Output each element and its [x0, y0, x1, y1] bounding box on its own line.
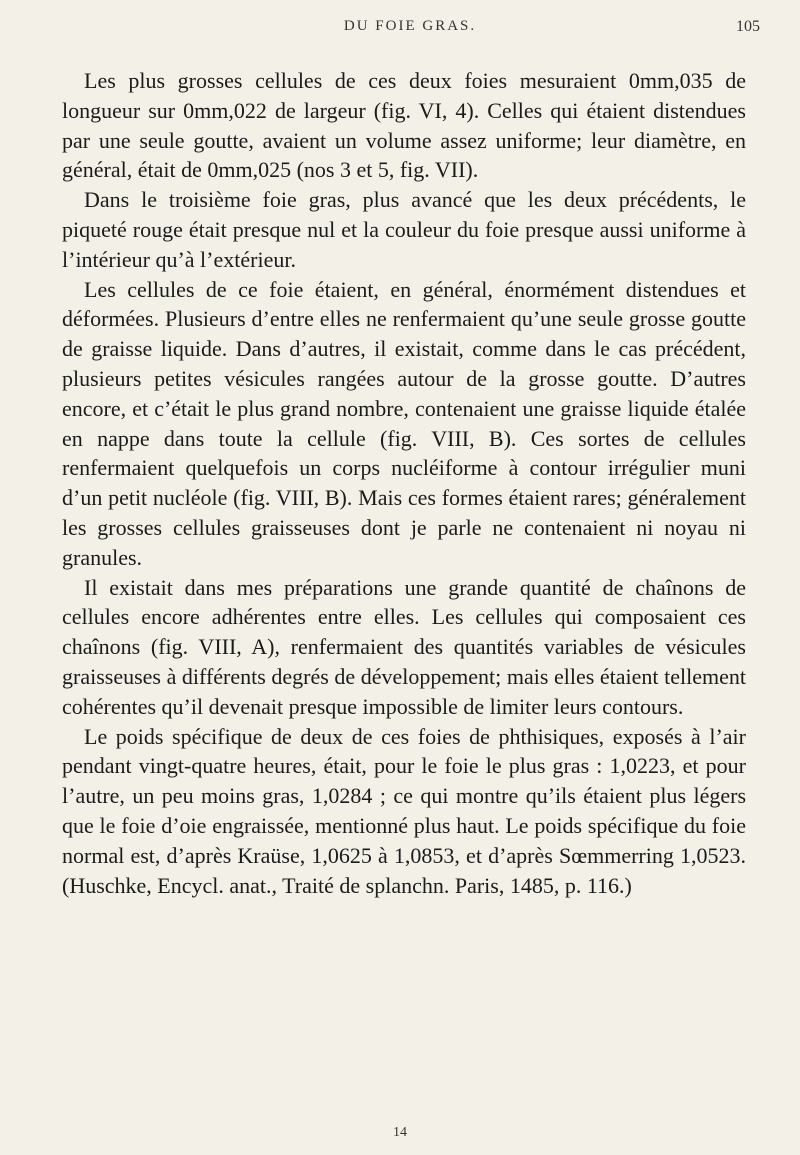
paragraph-cell-shapes: Les cellules de ce foie étaient, en général, énormément distendues et déformées. Plusieurs d’entre elles ne renfermaient qu’une seule grosse goutte de graisse liquide. Dans d’autres, il existait, comme dans le cas précédent, plusieurs petites vésicules rangées autour de la grosse goutte. D’autres encore, et c’était le plus grand nombre, contenaient une graisse liquide étalée en nappe dans toute la cellule (fig. VIII, B). Ces sortes de cellules renfermaient quelquefois un corps nucléiforme à contour irrégulier muni d’un petit nucléole (fig. VIII, B). Mais ces formes étaient rares; généralement les grosses cellules graisseuses dont je parle ne contenaient ni noyau ni granules.	[62, 276, 746, 570]
paragraph-specific-gravity: Le poids spécifique de deux de ces foies de phthisiques, exposés à l’air pendant vingt-quatre heures, était, pour le foie le plus gras : 1,0223, et pour l’autre, un peu moins gras, 1,0284 ; ce qui montre qu’ils étaient plus légers que le foie d’oie engraissée, mentionné plus haut. Le poids spécifique du foie normal est, d’après Kraüse, 1,0625 à 1,0853, et d’après Sœmmerring 1,0523. (Huschke, Encycl. anat., Traité de splanchn. Paris, 1485, p. 116.)	[62, 723, 746, 898]
signature-mark: 14	[393, 1125, 407, 1140]
paragraph-cell-sizes: Les plus grosses cellules de ces deux foies mesuraient 0mm,035 de longueur sur 0mm,022 de largeur (fig. VI, 4). Celles qui étaient distendues par une seule goutte, avaient un volume assez uniforme; leur diamètre, en général, était de 0mm,025 (nos 3 et 5, fig. VII).	[62, 68, 746, 183]
paragraph-cell-chains: Il existait dans mes préparations une grande quantité de chaînons de cellules encore adhérentes entre elles. Les cellules qui composaient ces chaînons (fig. VIII, A), renfermaient des quantités variables de vésicules graisseuses à différents degrés de développement; mais elles étaient tellement cohérentes qu’il devenait presque impossible de limiter leurs contours.	[62, 574, 746, 719]
paragraph-third-liver: Dans le troisième foie gras, plus avancé que les deux précédents, le piqueté rouge était presque nul et la couleur du foie presque aussi uniforme à l’intérieur qu’à l’extérieur.	[62, 187, 746, 272]
page-number: 105	[736, 18, 760, 35]
running-title: DU FOIE GRAS.	[343, 18, 477, 34]
body-text	[62, 66, 746, 900]
running-head	[60, 18, 760, 42]
